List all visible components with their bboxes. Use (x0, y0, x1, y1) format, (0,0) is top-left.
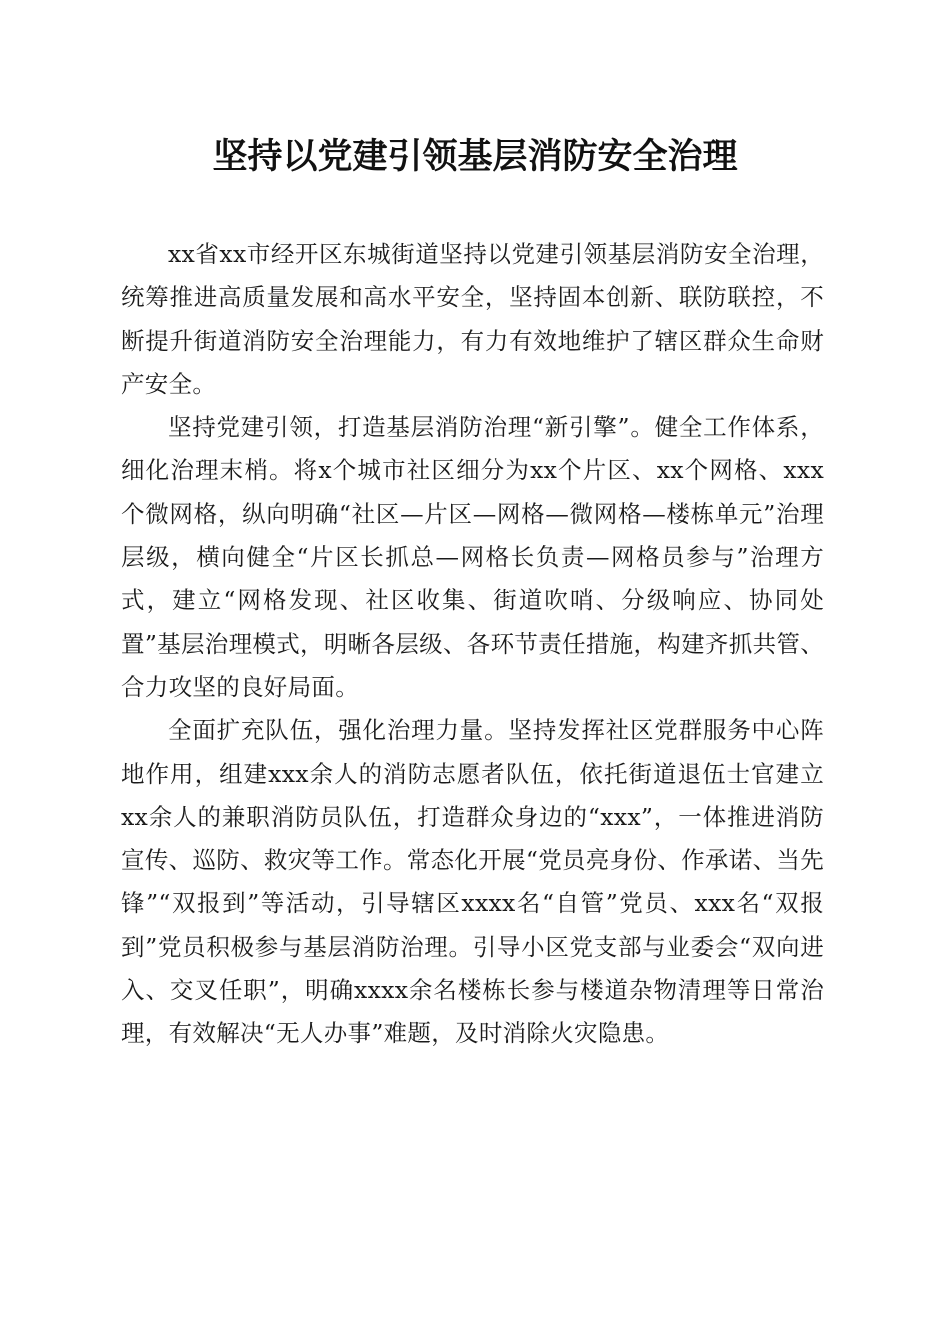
paragraph-party-leadership: 坚持党建引领，打造基层消防治理“新引擎”。健全工作体系，细化治理末梢。将x个城市社区细分为xx个片区、xx个网格、xxx个微网格，纵向明确“社区—片区—网格—微网格—楼栋单元”治理层级，横向健全“片区长抓总—网格长负责—网格员参与”治理方式，建立“网格发现、社区收集、街道吹哨、分级响应、协同处置”基层治理模式，明晰各层级、各环节责任措施，构建齐抓共管、合力攻坚的良好局面。 (121, 413, 824, 701)
paragraph-intro: xx省xx市经开区东城街道坚持以党建引领基层消防安全治理，统筹推进高质量发展和高水平安全，坚持固本创新、联防联控，不断提升街道消防安全治理能力，有力有效地维护了辖区群众生命财产安全。 (121, 240, 824, 398)
paragraph-team-expansion: 全面扩充队伍，强化治理力量。坚持发挥社区党群服务中心阵地作用，组建xxx余人的消防志愿者队伍，依托街道退伍士官建立xx余人的兼职消防员队伍，打造群众身边的“xxx”，一体推进消防宣传、巡防、救灾等工作。常态化开展“党员亮身份、作承诺、当先锋”“双报到”等活动，引导辖区xxxx名“自管”党员、xxx名“双报到”党员积极参与基层消防治理。引导小区党支部与业委会“双向进入、交叉任职”，明确xxxx余名楼栋长参与楼道杂物清理等日常治理，有效解决“无人办事”难题，及时消除火灾隐患。 (121, 716, 824, 1048)
document-body (121, 233, 824, 1056)
document-title: 坚持以党建引领基层消防安全治理 (212, 136, 738, 177)
